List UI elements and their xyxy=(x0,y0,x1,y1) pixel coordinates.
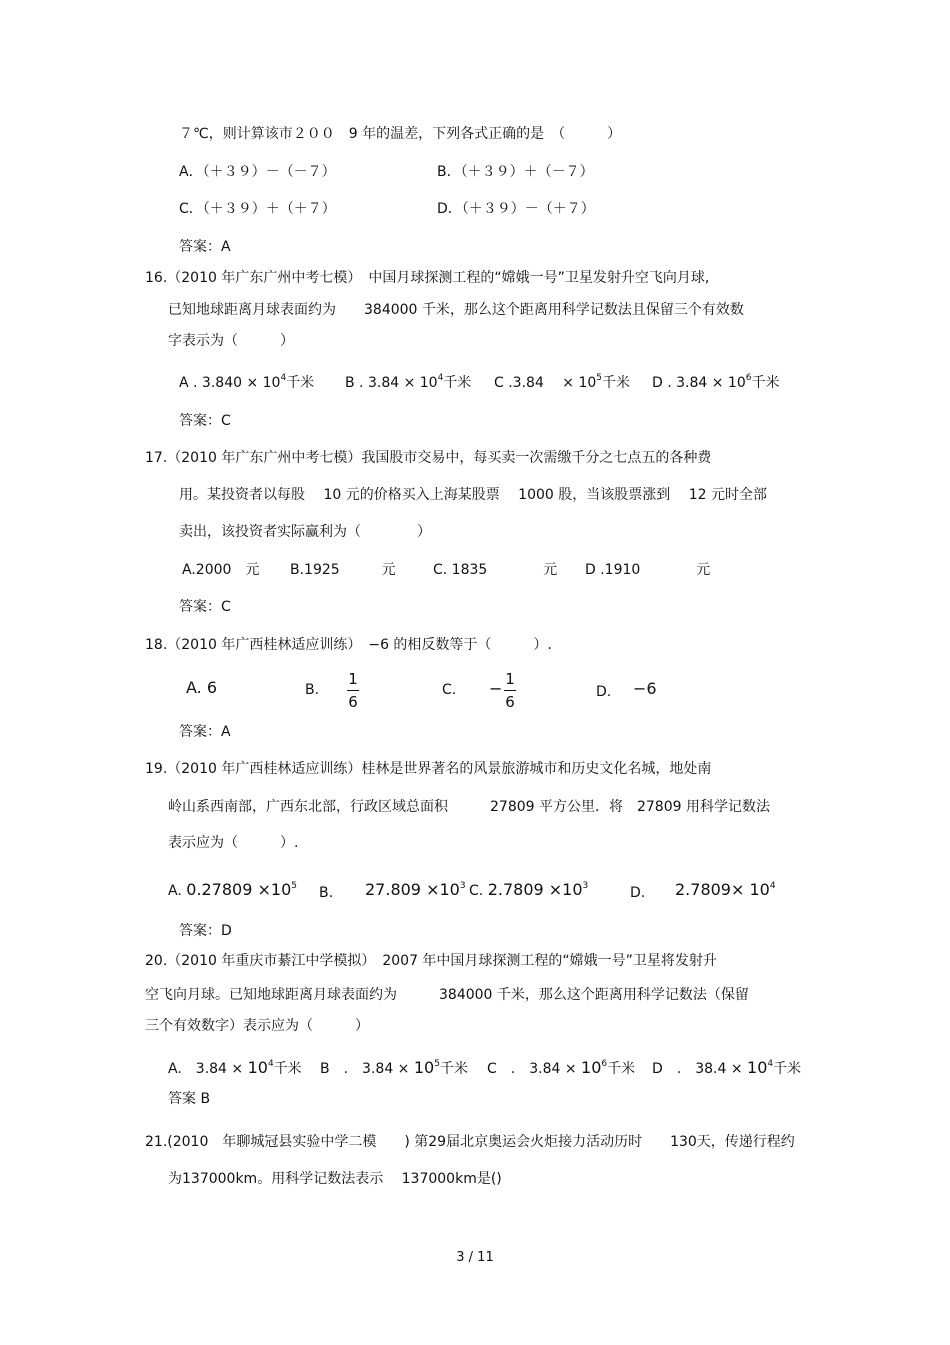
q19-stem-line-1: 19.（2010 年广西桂林适应训练）桂林是世界著名的风景旅游城市和历史文化名城，地处南 xyxy=(145,761,712,777)
q20-answer: 答案 B xyxy=(168,1091,211,1107)
q15-answer: 答案：A xyxy=(179,239,231,255)
q19-option-b-value: $27.809 \times 10^3$ xyxy=(365,880,466,899)
q19-option-c: C. $2.7809 \times 10^3$ xyxy=(469,880,589,899)
q18-option-a: A. 6 xyxy=(186,678,218,697)
q21-stem-line-2: 为137000km。用科学记数法表示 137000km是() xyxy=(168,1171,502,1187)
q18-option-c-fraction xyxy=(502,668,518,713)
q19-option-d-value: $2.7809\times 10^4$ xyxy=(675,880,776,899)
q17-option-b: B.1925 元 xyxy=(290,562,396,578)
q17-answer: 答案：C xyxy=(179,599,231,615)
q18-option-b-label: B. xyxy=(305,682,320,698)
q18-option-d-value: −6 xyxy=(633,679,657,698)
q21-stem-line-1: 21.(2010 年聊城冠县实验中学二模 ) 第29届北京奥运会火炬接力活动历时 130天，传递行程约 xyxy=(145,1134,795,1150)
q18-answer: 答案：A xyxy=(179,724,231,740)
q18-stem-line: 18.（2010 年广西桂林适应训练） −6 的相反数等于（ ）. xyxy=(145,637,552,653)
q17-option-a: A.2000 元 xyxy=(182,562,260,578)
q18-option-b-fraction xyxy=(345,668,361,713)
q16-answer: 答案：C xyxy=(179,413,231,429)
q17-stem-line-2: 用。某投资者以每股 10 元的价格买入上海某股票 1000 股，当该股票涨到 12 元时全部 xyxy=(179,487,767,503)
q20-stem-line-3: 三个有效数字）表示应为（ ） xyxy=(145,1018,369,1034)
q19-option-a: A. $0.27809 \times 10^5$ xyxy=(168,880,297,899)
q20-stem-line-2: 空飞向月球。已知地球距离月球表面约为 384000 千米，那么这个距离用科学记数法（保留 xyxy=(145,987,749,1003)
page-number: 3 / 11 xyxy=(456,1250,494,1265)
q19-option-d-label: D. xyxy=(630,885,646,901)
q18-option-c-sign: − xyxy=(489,679,503,698)
q17-stem-line-3: 卖出，该投资者实际赢利为（ ） xyxy=(179,524,431,540)
q15-option-d: D．（＋３９）－（＋７） xyxy=(437,201,595,217)
q19-stem-line-3: 表示应为（ ）. xyxy=(168,835,299,851)
q17-stem-line-1: 17.（2010 年广东广州中考七模）我国股市交易中，每买卖一次需缴千分之七点五的各种费 xyxy=(145,450,712,466)
fraction-numerator: 1 xyxy=(505,670,515,688)
q16-stem-line-1: 16.（2010 年广东广州中考七模） 中国月球探测工程的“嫦娥一号”卫星发射升空飞向月球, xyxy=(145,270,710,286)
q20-option-d: D . $38.4 \times 10^4$千米 xyxy=(652,1058,802,1077)
q17-option-d: D .1910 元 xyxy=(585,562,711,578)
fraction-denominator: 6 xyxy=(348,693,358,711)
q19-stem-line-2: 岭山系西南部，广西东北部，行政区域总面积 27809 平方公里．将 27809 用科学记数法 xyxy=(168,799,770,815)
q19-option-b-label: B. xyxy=(319,885,334,901)
q16-option-b: B . $3.84 \times 10^4$千米 xyxy=(345,373,472,391)
q15-option-a: A．（＋３９）－（－７） xyxy=(179,164,336,180)
fraction-denominator: 6 xyxy=(505,693,515,711)
q17-option-c: C. 1835 元 xyxy=(433,562,558,578)
q16-option-a: A . $3.840 \times 10^4$千米 xyxy=(179,373,315,391)
q16-stem-line-2: 已知地球距离月球表面约为 384000 千米，那么这个距离用科学记数法且保留三个有效数 xyxy=(168,302,744,318)
q15-option-b: B．（＋３９）＋（－７） xyxy=(437,164,594,180)
q18-option-d-label: D. xyxy=(596,684,612,700)
q20-stem-line-1: 20.（2010 年重庆市綦江中学模拟） 2007 年中国月球探测工程的“嫦娥一号”卫星将发射升 xyxy=(145,953,717,969)
q18-option-c-label: C. xyxy=(442,682,457,698)
q16-option-d: D . $3.84 \times 10^6$千米 xyxy=(652,373,780,391)
q20-option-c: C . $3.84 \times 10^6$千米 xyxy=(487,1058,636,1077)
q20-option-a: A. $3.84 \times 10^4$千米 xyxy=(168,1058,302,1077)
q16-option-c: C .3.84 × $10^5$千米 xyxy=(494,373,631,391)
q19-answer: 答案：D xyxy=(179,923,232,939)
q16-stem-line-3: 字表示为（ ） xyxy=(168,333,294,349)
fraction-numerator: 1 xyxy=(348,670,358,688)
q15-option-c: C．（＋３９）＋（＋７） xyxy=(179,201,336,217)
q15-stem-line: ７℃，则计算该市２００ 9 年的温差，下列各式正确的是 （ ） xyxy=(179,126,622,142)
q20-option-b: B . $3.84 \times 10^5$千米 xyxy=(320,1058,468,1077)
